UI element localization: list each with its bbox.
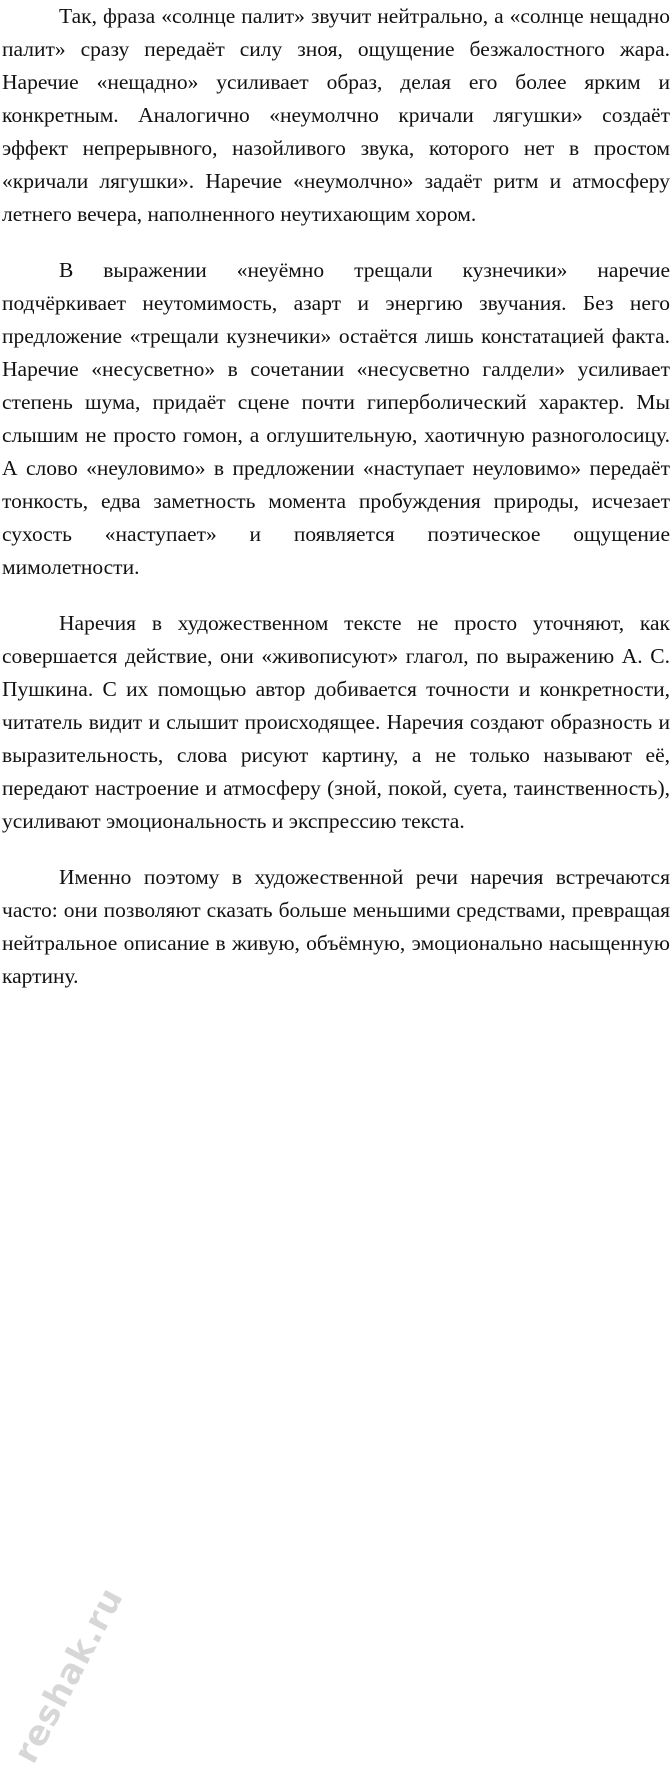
watermark-logo: reshak.ru	[6, 1580, 132, 1770]
document-body	[2, 0, 670, 1016]
paragraph-4: Именно поэтому в художественной речи наречия встречаются часто: они позволяют сказать больше меньшими средствами, превращая нейтральное описание в живую, объёмную, эмоционально насыщенную картину.	[2, 865, 670, 988]
paragraph-3: Наречия в художественном тексте не просто уточняют, как совершается действие, они «живописуют» глагол, по выражению А. С. Пушкина. С их помощью автор добивается точности и конкретности, читатель видит и слышит происходящее. Наречия создают образность и выразительность, слова рисуют картину, а не только называют её, передают настроение и атмосферу (зной, покой, суета, таинственность), усиливают эмоциональность и экспрессию текста.	[2, 611, 670, 833]
paragraph-2: В выражении «неуёмно трещали кузнечики» наречие подчёркивает неутомимость, азарт и энергию звучания. Без него предложение «трещали кузнечики» остаётся лишь констатацией факта. Наречие «несусветно» в сочетании «несусветно галдели» усиливает степень шума, придаёт сцене почти гиперболический характер. Мы слышим не просто гомон, а оглушительную, хаотичную разноголосицу. А слово «неуловимо» в предложении «наступает неуловимо» передаёт тонкость, едва заметность момента пробуждения природы, исчезает сухость «наступает» и появляется поэтическое ощущение мимолетности.	[2, 258, 670, 579]
paragraph-1: Так, фраза «солнце палит» звучит нейтрально, а «солнце нещадно палит» сразу передаёт силу зноя, ощущение безжалостного жара. Наречие «нещадно» усиливает образ, делая его более ярким и конкретным. Аналогично «неумолчно кричали лягушки» создаёт эффект непрерывного, назойливого звука, которого нет в простом «кричали лягушки». Наречие «неумолчно» задаёт ритм и атмосферу летнего вечера, наполненного неутихающим хором.	[2, 4, 670, 226]
